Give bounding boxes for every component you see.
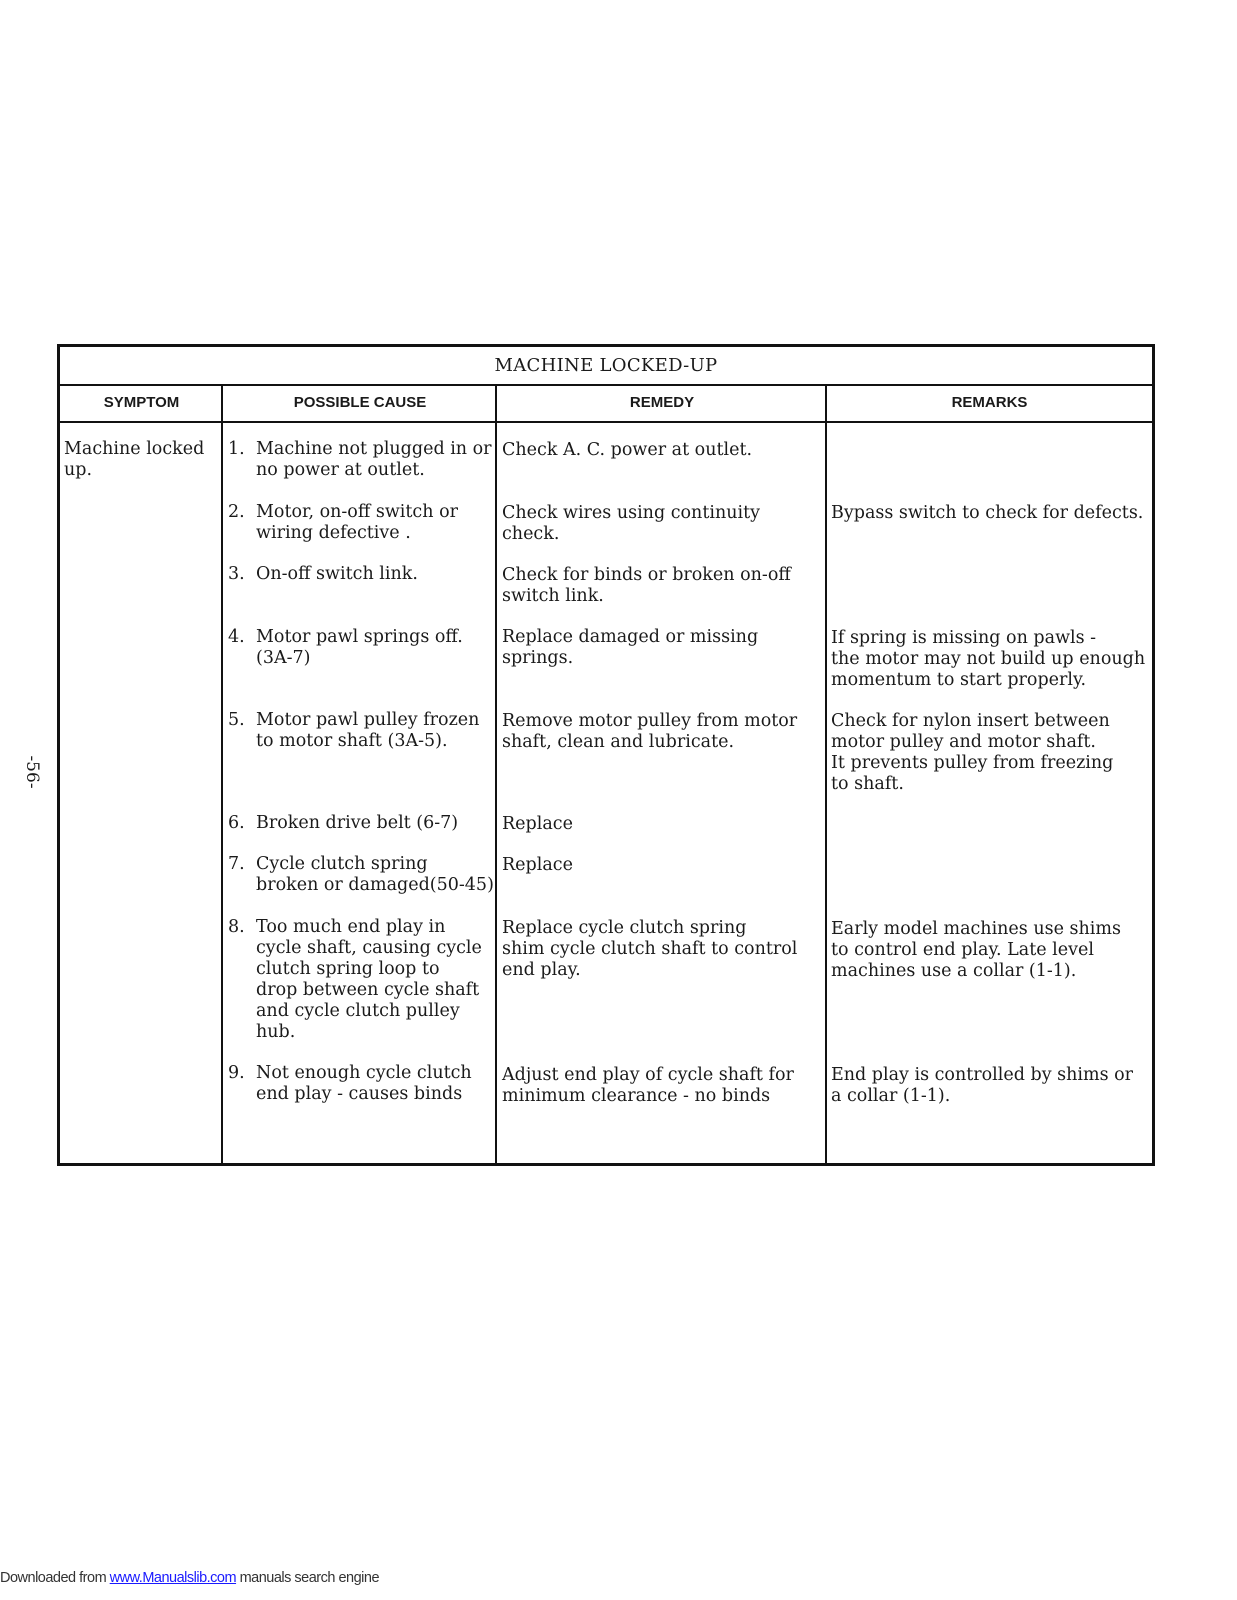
footer-suffix: manuals search engine: [236, 1570, 380, 1586]
cause-text: Machine not plugged in or no power at outlet.: [256, 439, 492, 480]
table-title: MACHINE LOCKED-UP: [60, 347, 1152, 386]
cause-number: 6.: [228, 813, 245, 833]
remedy-text: Replace cycle clutch spring shim cycle clutch shaft to control end play.: [502, 918, 798, 980]
remedy-text: Replace damaged or missing springs.: [502, 627, 759, 668]
symptom-cell: Machine locked up.: [64, 439, 205, 480]
header-remedy: REMEDY: [629, 394, 695, 411]
manualslib-link[interactable]: www.Manualslib.com: [109, 1570, 237, 1586]
cause-number: 1.: [228, 439, 245, 459]
header-possible-cause: POSSIBLE CAUSE: [293, 394, 427, 411]
header-remarks: REMARKS: [951, 394, 1028, 411]
footer-prefix: Downloaded from: [0, 1570, 110, 1586]
remark-text: Check for nylon insert between motor pulley and motor shaft. It prevents pulley from freezing to shaft.: [831, 711, 1114, 794]
remark-text: Early model machines use shims to control end play. Late level machines use a collar (1-1).: [831, 919, 1121, 981]
cause-text: Not enough cycle clutch end play - causes binds: [256, 1063, 472, 1104]
column-divider: [825, 384, 827, 1163]
troubleshooting-table: [57, 344, 1155, 1166]
remedy-text: Check wires using continuity check.: [502, 503, 761, 544]
cause-number: 7.: [228, 854, 245, 874]
remedy-text: Replace: [502, 855, 573, 875]
cause-text: Motor, on-off switch or wiring defective .: [256, 502, 458, 543]
remark-text: End play is controlled by shims or a collar (1-1).: [831, 1065, 1134, 1106]
remedy-text: Check for binds or broken on-off switch link.: [502, 565, 791, 606]
column-divider: [495, 384, 497, 1163]
cause-number: 5.: [228, 710, 245, 730]
page-number: -56-: [22, 755, 42, 789]
header-symptom: SYMPTOM: [103, 394, 180, 411]
remedy-text: Remove motor pulley from motor shaft, clean and lubricate.: [502, 711, 798, 752]
remark-text: If spring is missing on pawls - the motor may not build up enough momentum to start properly.: [831, 628, 1146, 690]
cause-number: 3.: [228, 564, 245, 584]
download-footer: [0, 1570, 379, 1586]
cause-text: Motor pawl pulley frozen to motor shaft (3A-5).: [256, 710, 480, 751]
cause-number: 2.: [228, 502, 245, 522]
cause-text: Broken drive belt (6-7): [256, 813, 459, 833]
cause-number: 8.: [228, 917, 245, 937]
table-header-row: [60, 384, 1152, 423]
cause-text: On-off switch link.: [256, 564, 418, 584]
remedy-text: Check A. C. power at outlet.: [502, 440, 753, 460]
cause-text: Cycle clutch spring broken or damaged(50-45): [256, 854, 494, 895]
cause-number: 9.: [228, 1063, 245, 1083]
column-divider: [221, 384, 223, 1163]
cause-number: 4.: [228, 627, 245, 647]
cause-text: Too much end play in cycle shaft, causing cycle clutch spring loop to drop between cycle shaft and cycle clutch pulley hub.: [256, 917, 482, 1042]
cause-text: Motor pawl springs off. (3A-7): [256, 627, 463, 668]
remedy-text: Replace: [502, 814, 573, 834]
remark-text: Bypass switch to check for defects.: [831, 503, 1144, 523]
remedy-text: Adjust end play of cycle shaft for minimum clearance - no binds: [502, 1065, 794, 1106]
